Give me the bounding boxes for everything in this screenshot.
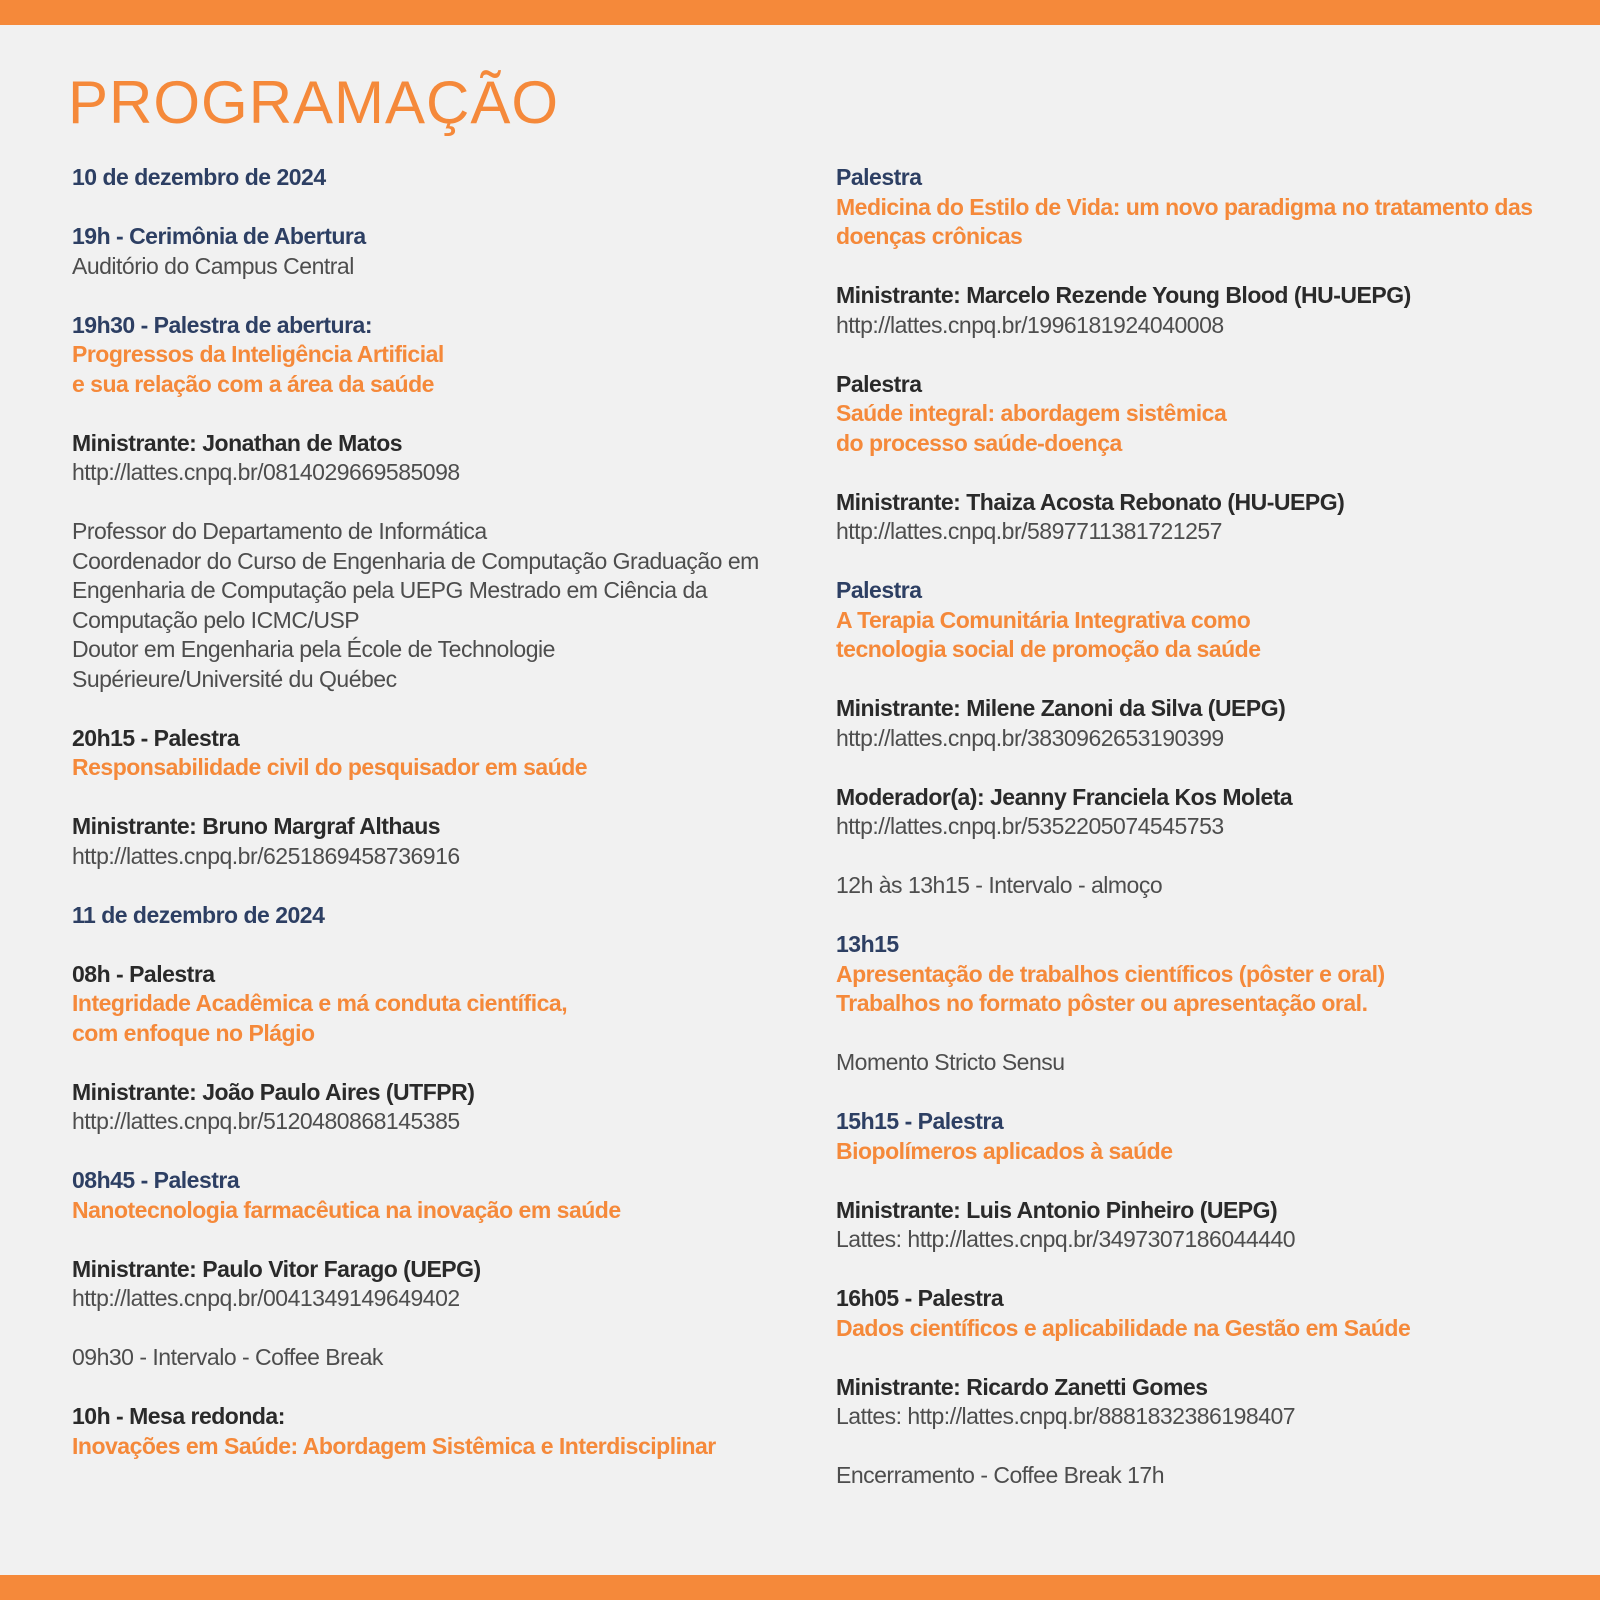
talk-lattes-link[interactable]: http://lattes.cnpq.br/0041349149649402 xyxy=(72,1285,460,1311)
round-table-time: 10h - Mesa redonda: xyxy=(72,1403,285,1429)
spacer xyxy=(836,340,1566,370)
spacer xyxy=(836,1343,1566,1373)
talk-speaker: Ministrante: Luis Antonio Pinheiro (UEPG) xyxy=(836,1196,1278,1223)
talk-time: 08h45 - Palestra xyxy=(72,1167,240,1193)
spacer xyxy=(72,1225,772,1255)
talk-speaker: Ministrante: Milene Zanoni da Silva (UEPG) xyxy=(836,695,1286,721)
speaker-bio-line: Supérieure/Université du Québec xyxy=(72,665,397,692)
talk-title: do processo saúde-doença xyxy=(836,429,1122,456)
coffee-break: 09h30 - Intervalo - Coffee Break xyxy=(72,1344,383,1370)
speaker-bio-line: Computação pelo ICMC/USP xyxy=(72,606,360,633)
spacer xyxy=(72,783,772,813)
talk-lattes-link[interactable]: http://lattes.cnpq.br/3830962653190399 xyxy=(836,724,1224,751)
talk-label: Palestra xyxy=(836,577,922,603)
spacer xyxy=(836,1019,1566,1049)
talk-time: 15h15 - Palestra xyxy=(836,1108,1004,1134)
spacer xyxy=(836,1078,1566,1108)
talk-title: tecnologia social de promoção da saúde xyxy=(836,636,1261,662)
talk-lattes-link[interactable]: Lattes: http://lattes.cnpq.br/3497307186044440 xyxy=(836,1226,1296,1252)
spacer xyxy=(72,1048,772,1078)
speaker-bio-line: Professor do Departamento de Informática xyxy=(72,518,487,544)
speaker-bio-line: Engenharia de Computação pela UEPG Mestrado em Ciência da xyxy=(72,577,708,603)
spacer xyxy=(836,1432,1566,1462)
spacer xyxy=(836,665,1566,695)
spacer xyxy=(72,871,772,901)
moderator-lattes-link[interactable]: http://lattes.cnpq.br/5352205074545753 xyxy=(836,813,1224,839)
right-column xyxy=(836,163,1566,1491)
spacer xyxy=(836,252,1566,282)
spacer xyxy=(72,694,772,724)
spacer xyxy=(72,193,772,223)
lunch-break: 12h às 13h15 - Intervalo - almoço xyxy=(836,872,1163,898)
page-title: PROGRAMAÇÃO xyxy=(68,69,560,136)
speaker-bio-line: Coordenador do Curso de Engenharia de Computação Graduação em xyxy=(72,547,759,574)
talk-title: doenças crônicas xyxy=(836,223,1023,249)
closing-note: Encerramento - Coffee Break 17h xyxy=(836,1462,1164,1488)
talk-time: 08h - Palestra xyxy=(72,960,215,987)
spacer xyxy=(836,547,1566,577)
talk-time: 20h15 - Palestra xyxy=(72,724,240,751)
moderator: Moderador(a): Jeanny Franciela Kos Moleta xyxy=(836,783,1293,810)
talk-title: Apresentação de trabalhos científicos (pôster e oral) xyxy=(836,960,1385,987)
talk-title: com enfoque no Plágio xyxy=(72,1019,315,1046)
talk-speaker: Ministrante: Paulo Vitor Farago (UEPG) xyxy=(72,1255,481,1282)
talk-speaker: Ministrante: Ricardo Zanetti Gomes xyxy=(836,1373,1208,1400)
opening-talk-lattes-link[interactable]: http://lattes.cnpq.br/0814029669585098 xyxy=(72,459,460,485)
talk-lattes-link[interactable]: http://lattes.cnpq.br/5120480868145385 xyxy=(72,1108,460,1134)
opening-talk-time: 19h30 - Palestra de abertura: xyxy=(72,311,372,338)
spacer xyxy=(836,458,1566,488)
date-heading-day1: 10 de dezembro de 2024 xyxy=(72,164,326,190)
spacer xyxy=(836,1255,1566,1285)
spacer xyxy=(836,753,1566,783)
spacer xyxy=(836,901,1566,931)
opening-talk-title: Progressos da Inteligência Artificial xyxy=(72,341,444,367)
spacer xyxy=(72,1137,772,1167)
talk-time: 13h15 xyxy=(836,931,899,957)
talk-title: Responsabilidade civil do pesquisador em saúde xyxy=(72,754,588,780)
speaker-bio-line: Doutor em Engenharia pela École de Technologie xyxy=(72,636,555,662)
opening-talk-speaker: Ministrante: Jonathan de Matos xyxy=(72,429,403,456)
talk-label: Palestra xyxy=(836,164,922,190)
opening-talk-title: e sua relação com a área da saúde xyxy=(72,370,434,397)
talk-lattes-link[interactable]: http://lattes.cnpq.br/5897711381721257 xyxy=(836,518,1222,544)
talk-title: Medicina do Estilo de Vida: um novo paradigma no tratamento das xyxy=(836,193,1533,220)
talk-speaker: Ministrante: Marcelo Rezende Young Blood (HU-UEPG) xyxy=(836,282,1411,308)
talk-speaker: Ministrante: Thaiza Acosta Rebonato (HU-UEPG) xyxy=(836,488,1345,515)
spacer xyxy=(72,399,772,429)
spacer xyxy=(72,281,772,311)
spacer xyxy=(836,842,1566,872)
talk-speaker: Ministrante: Bruno Margraf Althaus xyxy=(72,813,441,839)
spacer xyxy=(72,488,772,518)
spacer xyxy=(72,930,772,960)
talk-lattes-link[interactable]: http://lattes.cnpq.br/6251869458736916 xyxy=(72,842,460,869)
talk-title: Nanotecnologia farmacêutica na inovação em saúde xyxy=(72,1196,621,1223)
talk-title: Trabalhos no formato pôster ou apresentação oral. xyxy=(836,990,1368,1016)
talk-label: Palestra xyxy=(836,370,922,397)
talk-lattes-link[interactable]: Lattes: http://lattes.cnpq.br/8881832386198407 xyxy=(836,1403,1296,1429)
talk-lattes-link[interactable]: http://lattes.cnpq.br/1996181924040008 xyxy=(836,311,1224,338)
bottom-accent-bar xyxy=(0,1575,1600,1600)
top-accent-bar xyxy=(0,0,1600,25)
talk-title: Dados científicos e aplicabilidade na Gestão em Saúde xyxy=(836,1314,1411,1341)
talk-title: Saúde integral: abordagem sistêmica xyxy=(836,400,1227,426)
opening-ceremony-place: Auditório do Campus Central xyxy=(72,252,354,279)
spacer xyxy=(72,1373,772,1403)
talk-title: Integridade Acadêmica e má conduta científica, xyxy=(72,990,568,1016)
opening-ceremony-time: 19h - Cerimônia de Abertura xyxy=(72,223,366,249)
stricto-sensu-note: Momento Stricto Sensu xyxy=(836,1049,1065,1075)
talk-time: 16h05 - Palestra xyxy=(836,1285,1004,1311)
spacer xyxy=(72,1314,772,1344)
left-column xyxy=(72,163,772,1461)
spacer xyxy=(836,1166,1566,1196)
talk-title: A Terapia Comunitária Integrativa como xyxy=(836,606,1251,633)
date-heading-day2: 11 de dezembro de 2024 xyxy=(72,901,325,928)
talk-speaker: Ministrante: João Paulo Aires (UTFPR) xyxy=(72,1078,475,1105)
talk-title: Biopolímeros aplicados à saúde xyxy=(836,1137,1173,1164)
round-table-title: Inovações em Saúde: Abordagem Sistêmica e Interdisciplinar xyxy=(72,1432,716,1459)
